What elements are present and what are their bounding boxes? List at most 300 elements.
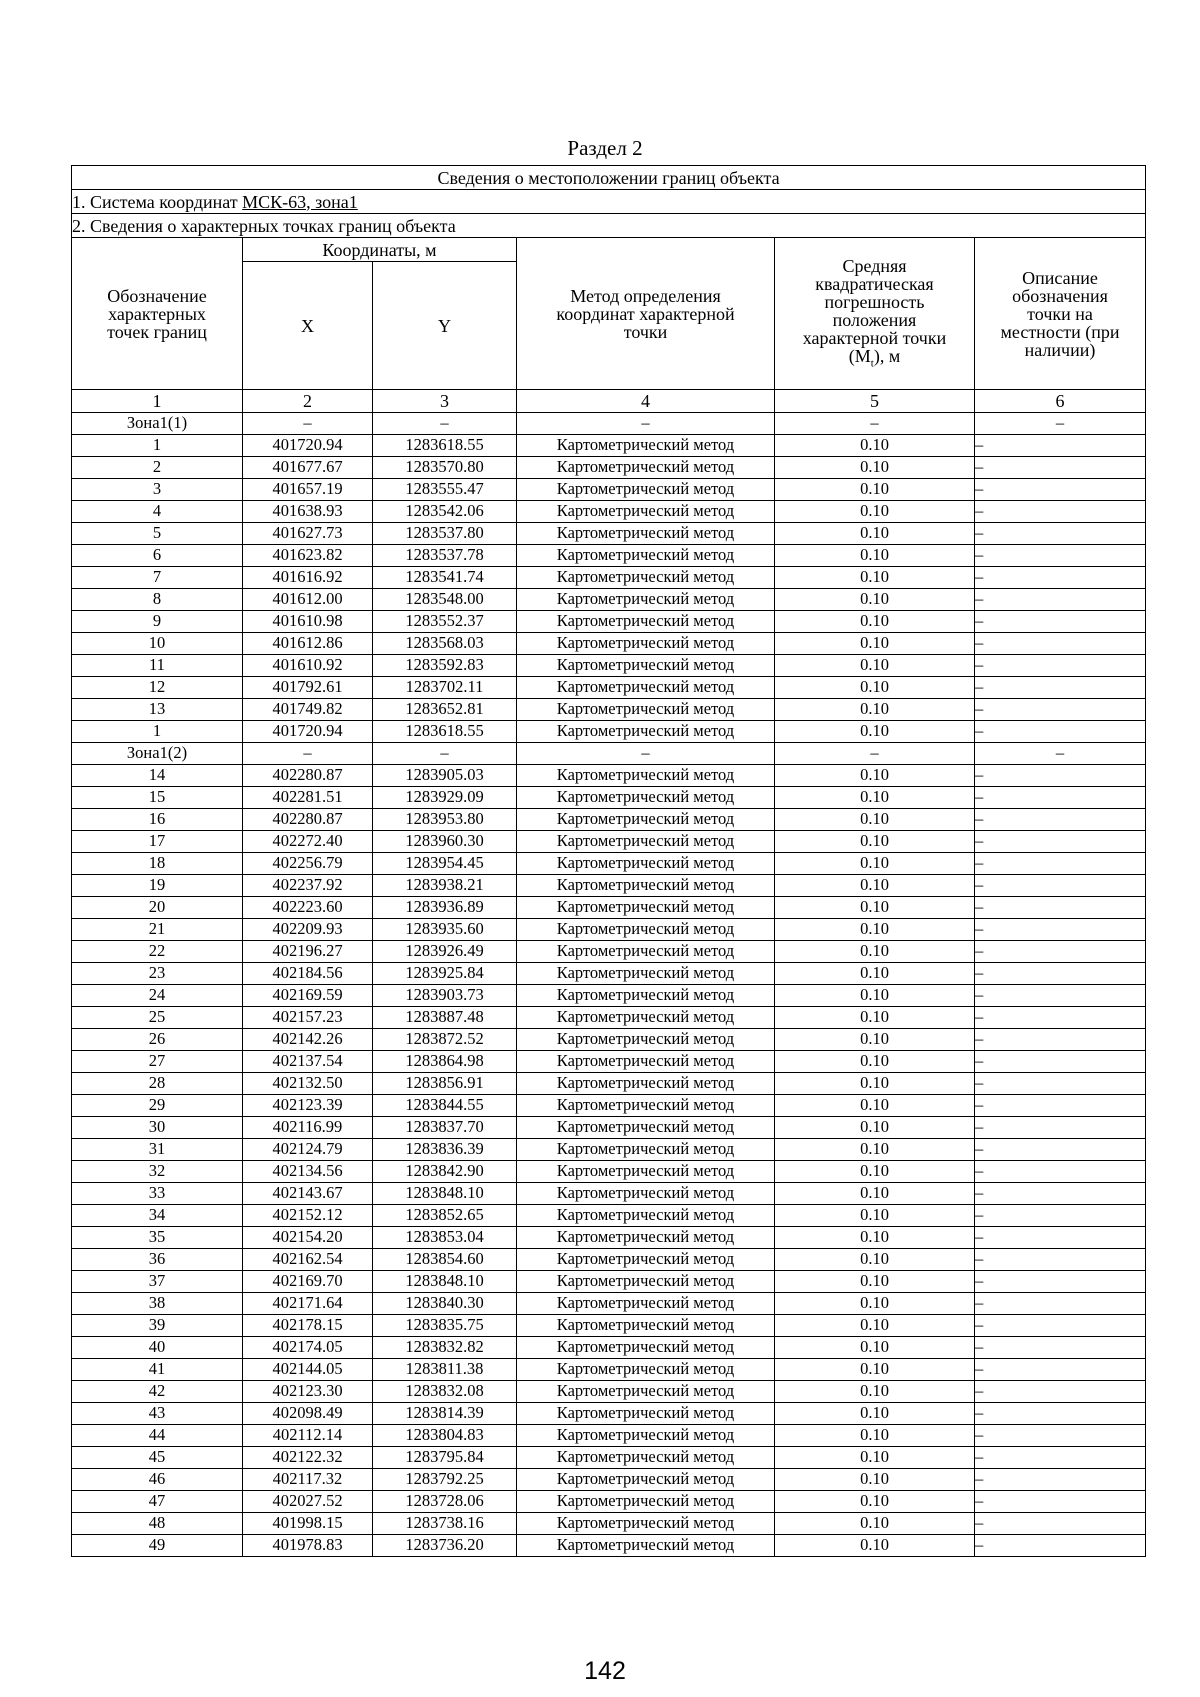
table-row bbox=[72, 1491, 1146, 1513]
y-cell: 1283738.16 bbox=[373, 1513, 517, 1535]
description-cell: – bbox=[975, 1271, 1146, 1293]
error-cell: 0.10 bbox=[775, 1161, 975, 1183]
table-row bbox=[72, 677, 1146, 699]
method-cell: Картометрический метод bbox=[517, 1183, 775, 1205]
x-cell: 402281.51 bbox=[243, 787, 373, 809]
point-id-cell: 45 bbox=[72, 1447, 243, 1469]
error-cell: 0.10 bbox=[775, 875, 975, 897]
table-row bbox=[72, 963, 1146, 985]
method-cell: Картометрический метод bbox=[517, 963, 775, 985]
method-cell: Картометрический метод bbox=[517, 897, 775, 919]
description-cell: – bbox=[975, 963, 1146, 985]
y-cell: 1283652.81 bbox=[373, 699, 517, 721]
point-id-cell: 38 bbox=[72, 1293, 243, 1315]
y-cell: 1283938.21 bbox=[373, 875, 517, 897]
table-row bbox=[72, 941, 1146, 963]
point-id-cell: 30 bbox=[72, 1117, 243, 1139]
point-id-cell: 18 bbox=[72, 853, 243, 875]
y-cell: 1283840.30 bbox=[373, 1293, 517, 1315]
table-row bbox=[72, 611, 1146, 633]
column-number: 5 bbox=[775, 390, 975, 413]
method-cell: Картометрический метод bbox=[517, 1425, 775, 1447]
method-cell: Картометрический метод bbox=[517, 1205, 775, 1227]
x-cell: 401720.94 bbox=[243, 435, 373, 457]
error-cell: 0.10 bbox=[775, 897, 975, 919]
point-id-cell: 25 bbox=[72, 1007, 243, 1029]
error-cell: 0.10 bbox=[775, 1271, 975, 1293]
column-number: 1 bbox=[72, 390, 243, 413]
error-cell: 0.10 bbox=[775, 523, 975, 545]
y-cell: 1283844.55 bbox=[373, 1095, 517, 1117]
point-id-cell: 10 bbox=[72, 633, 243, 655]
description-cell: – bbox=[975, 1491, 1146, 1513]
method-cell: Картометрический метод bbox=[517, 919, 775, 941]
error-cell: 0.10 bbox=[775, 1513, 975, 1535]
coordinate-system-line bbox=[72, 190, 1146, 214]
error-cell: 0.10 bbox=[775, 1183, 975, 1205]
method-cell: – bbox=[517, 413, 775, 435]
x-cell: 401627.73 bbox=[243, 523, 373, 545]
error-cell: 0.10 bbox=[775, 479, 975, 501]
table-row bbox=[72, 501, 1146, 523]
error-cell: 0.10 bbox=[775, 963, 975, 985]
header-coordinates: Координаты, м bbox=[243, 238, 517, 262]
table-row bbox=[72, 655, 1146, 677]
point-id-cell: 13 bbox=[72, 699, 243, 721]
y-cell: 1283537.80 bbox=[373, 523, 517, 545]
y-cell: 1283954.45 bbox=[373, 853, 517, 875]
error-cell: 0.10 bbox=[775, 633, 975, 655]
column-number-row bbox=[72, 390, 1146, 413]
description-cell: – bbox=[975, 1315, 1146, 1337]
description-cell: – bbox=[975, 1425, 1146, 1447]
description-cell: – bbox=[975, 1227, 1146, 1249]
description-cell: – bbox=[975, 1513, 1146, 1535]
table-row bbox=[72, 919, 1146, 941]
description-cell: – bbox=[975, 479, 1146, 501]
point-id-cell: 20 bbox=[72, 897, 243, 919]
zone-row bbox=[72, 743, 1146, 765]
method-cell: Картометрический метод bbox=[517, 1491, 775, 1513]
header-error: Средняя квадратическая погрешность положения характерной точки $(M_t)$, м bbox=[775, 238, 975, 390]
point-id-cell: 6 bbox=[72, 545, 243, 567]
x-cell: 402169.70 bbox=[243, 1271, 373, 1293]
y-cell: 1283728.06 bbox=[373, 1491, 517, 1513]
error-cell: 0.10 bbox=[775, 1293, 975, 1315]
y-cell: 1283953.80 bbox=[373, 809, 517, 831]
description-cell: – bbox=[975, 1029, 1146, 1051]
method-cell: Картометрический метод bbox=[517, 567, 775, 589]
error-cell: 0.10 bbox=[775, 655, 975, 677]
description-cell: – bbox=[975, 457, 1146, 479]
x-cell: 402280.87 bbox=[243, 765, 373, 787]
method-cell: Картометрический метод bbox=[517, 1337, 775, 1359]
error-cell: 0.10 bbox=[775, 787, 975, 809]
point-id-cell: 3 bbox=[72, 479, 243, 501]
y-cell: 1283537.78 bbox=[373, 545, 517, 567]
error-cell: 0.10 bbox=[775, 1249, 975, 1271]
point-id-cell: 31 bbox=[72, 1139, 243, 1161]
point-id-cell: 4 bbox=[72, 501, 243, 523]
description-cell: – bbox=[975, 897, 1146, 919]
method-cell: Картометрический метод bbox=[517, 941, 775, 963]
x-cell: 402132.50 bbox=[243, 1073, 373, 1095]
column-number: 4 bbox=[517, 390, 775, 413]
point-id-cell: 40 bbox=[72, 1337, 243, 1359]
table-row bbox=[72, 875, 1146, 897]
description-cell: – bbox=[975, 1293, 1146, 1315]
y-cell: 1283903.73 bbox=[373, 985, 517, 1007]
table-row bbox=[72, 435, 1146, 457]
header-description: Описание обозначения точки на местности (при наличии) bbox=[975, 238, 1146, 390]
point-id-cell: 15 bbox=[72, 787, 243, 809]
x-cell: 401623.82 bbox=[243, 545, 373, 567]
table-row bbox=[72, 809, 1146, 831]
header-method: Метод определения координат характерной точки bbox=[517, 238, 775, 390]
table-row bbox=[72, 545, 1146, 567]
method-cell: Картометрический метод bbox=[517, 985, 775, 1007]
x-cell: 402144.05 bbox=[243, 1359, 373, 1381]
x-cell: 402143.67 bbox=[243, 1183, 373, 1205]
method-cell: Картометрический метод bbox=[517, 589, 775, 611]
point-id-cell: 22 bbox=[72, 941, 243, 963]
description-cell: – bbox=[975, 589, 1146, 611]
method-cell: Картометрический метод bbox=[517, 1095, 775, 1117]
description-cell: – bbox=[975, 1073, 1146, 1095]
point-id-cell: 29 bbox=[72, 1095, 243, 1117]
method-cell: Картометрический метод bbox=[517, 875, 775, 897]
method-cell: Картометрический метод bbox=[517, 611, 775, 633]
method-cell: Картометрический метод bbox=[517, 457, 775, 479]
x-cell: 402184.56 bbox=[243, 963, 373, 985]
boundary-points-table bbox=[71, 165, 1146, 1557]
table-row bbox=[72, 1535, 1146, 1557]
y-cell: 1283736.20 bbox=[373, 1535, 517, 1557]
error-cell: 0.10 bbox=[775, 765, 975, 787]
y-cell: 1283555.47 bbox=[373, 479, 517, 501]
y-cell: 1283864.98 bbox=[373, 1051, 517, 1073]
error-cell: 0.10 bbox=[775, 589, 975, 611]
y-cell: 1283552.37 bbox=[373, 611, 517, 633]
x-cell: 402223.60 bbox=[243, 897, 373, 919]
header-x: X bbox=[243, 262, 373, 390]
table-row bbox=[72, 853, 1146, 875]
point-id-cell: 23 bbox=[72, 963, 243, 985]
table-row bbox=[72, 1051, 1146, 1073]
description-cell: – bbox=[975, 1337, 1146, 1359]
header-point-designation: Обозначение характерных точек границ bbox=[72, 238, 243, 390]
section-title: Раздел 2 bbox=[567, 136, 643, 160]
x-cell: 401616.92 bbox=[243, 567, 373, 589]
coordinate-system-value: МСК-63, зона1 bbox=[242, 191, 358, 212]
description-cell: – bbox=[975, 413, 1146, 435]
error-cell: 0.10 bbox=[775, 941, 975, 963]
table-row bbox=[72, 1183, 1146, 1205]
method-cell: Картометрический метод bbox=[517, 1161, 775, 1183]
table-row bbox=[72, 523, 1146, 545]
table-row bbox=[72, 1029, 1146, 1051]
y-cell: 1283592.83 bbox=[373, 655, 517, 677]
x-cell: 402209.93 bbox=[243, 919, 373, 941]
y-cell: 1283872.52 bbox=[373, 1029, 517, 1051]
method-cell: Картометрический метод bbox=[517, 765, 775, 787]
y-cell: 1283852.65 bbox=[373, 1205, 517, 1227]
point-id-cell: Зона1(2) bbox=[72, 743, 243, 765]
table-row bbox=[72, 1249, 1146, 1271]
table-row bbox=[72, 1073, 1146, 1095]
method-cell: Картометрический метод bbox=[517, 1139, 775, 1161]
x-cell: 401612.00 bbox=[243, 589, 373, 611]
error-cell: 0.10 bbox=[775, 1139, 975, 1161]
x-cell: 402142.26 bbox=[243, 1029, 373, 1051]
y-cell: 1283848.10 bbox=[373, 1271, 517, 1293]
description-cell: – bbox=[975, 1161, 1146, 1183]
y-cell: 1283905.03 bbox=[373, 765, 517, 787]
point-id-cell: 27 bbox=[72, 1051, 243, 1073]
error-cell: 0.10 bbox=[775, 1359, 975, 1381]
y-cell: 1283848.10 bbox=[373, 1183, 517, 1205]
y-cell: 1283792.25 bbox=[373, 1469, 517, 1491]
x-cell: 402134.56 bbox=[243, 1161, 373, 1183]
y-cell: 1283804.83 bbox=[373, 1425, 517, 1447]
y-cell: 1283926.49 bbox=[373, 941, 517, 963]
method-cell: Картометрический метод bbox=[517, 655, 775, 677]
x-cell: 402122.32 bbox=[243, 1447, 373, 1469]
y-cell: 1283835.75 bbox=[373, 1315, 517, 1337]
point-id-cell: 11 bbox=[72, 655, 243, 677]
method-cell: Картометрический метод bbox=[517, 1293, 775, 1315]
error-cell: 0.10 bbox=[775, 1205, 975, 1227]
error-cell: 0.10 bbox=[775, 545, 975, 567]
table-row bbox=[72, 1205, 1146, 1227]
table-row bbox=[72, 1271, 1146, 1293]
table-row bbox=[72, 633, 1146, 655]
method-cell: Картометрический метод bbox=[517, 1073, 775, 1095]
error-cell: 0.10 bbox=[775, 1315, 975, 1337]
header-y: Y bbox=[373, 262, 517, 390]
method-cell: Картометрический метод bbox=[517, 1513, 775, 1535]
method-cell: Картометрический метод bbox=[517, 1315, 775, 1337]
table-row bbox=[72, 1227, 1146, 1249]
point-id-cell: 17 bbox=[72, 831, 243, 853]
table-row bbox=[72, 589, 1146, 611]
y-cell: 1283814.39 bbox=[373, 1403, 517, 1425]
x-cell: – bbox=[243, 413, 373, 435]
description-cell: – bbox=[975, 853, 1146, 875]
point-id-cell: 8 bbox=[72, 589, 243, 611]
y-cell: 1283541.74 bbox=[373, 567, 517, 589]
table-row bbox=[72, 1469, 1146, 1491]
y-cell: 1283854.60 bbox=[373, 1249, 517, 1271]
x-cell: 401610.98 bbox=[243, 611, 373, 633]
description-cell: – bbox=[975, 1447, 1146, 1469]
method-cell: Картометрический метод bbox=[517, 1051, 775, 1073]
method-cell: Картометрический метод bbox=[517, 523, 775, 545]
point-id-cell: 14 bbox=[72, 765, 243, 787]
y-cell: 1283887.48 bbox=[373, 1007, 517, 1029]
description-cell: – bbox=[975, 1139, 1146, 1161]
point-id-cell: 1 bbox=[72, 435, 243, 457]
error-cell: 0.10 bbox=[775, 435, 975, 457]
method-cell: Картометрический метод bbox=[517, 831, 775, 853]
y-cell: 1283548.00 bbox=[373, 589, 517, 611]
table-row bbox=[72, 831, 1146, 853]
description-cell: – bbox=[975, 787, 1146, 809]
table-row bbox=[72, 1447, 1146, 1469]
x-cell: 402178.15 bbox=[243, 1315, 373, 1337]
table-row bbox=[72, 1425, 1146, 1447]
x-cell: 402027.52 bbox=[243, 1491, 373, 1513]
error-cell: 0.10 bbox=[775, 1029, 975, 1051]
table-title: Сведения о местоположении границ объекта bbox=[72, 166, 1146, 190]
description-cell: – bbox=[975, 1205, 1146, 1227]
table-row bbox=[72, 479, 1146, 501]
point-id-cell: 47 bbox=[72, 1491, 243, 1513]
error-cell: 0.10 bbox=[775, 985, 975, 1007]
table-row bbox=[72, 1337, 1146, 1359]
table-row bbox=[72, 1007, 1146, 1029]
description-cell: – bbox=[975, 611, 1146, 633]
method-cell: – bbox=[517, 743, 775, 765]
description-cell: – bbox=[975, 1117, 1146, 1139]
point-id-cell: 9 bbox=[72, 611, 243, 633]
y-cell: 1283618.55 bbox=[373, 721, 517, 743]
point-id-cell: 19 bbox=[72, 875, 243, 897]
description-cell: – bbox=[975, 809, 1146, 831]
y-cell: 1283842.90 bbox=[373, 1161, 517, 1183]
error-cell: 0.10 bbox=[775, 677, 975, 699]
coordinate-system-label: 1. Система координат bbox=[72, 191, 238, 212]
x-cell: 401978.83 bbox=[243, 1535, 373, 1557]
description-cell: – bbox=[975, 677, 1146, 699]
y-cell: 1283542.06 bbox=[373, 501, 517, 523]
method-cell: Картометрический метод bbox=[517, 633, 775, 655]
method-cell: Картометрический метод bbox=[517, 1469, 775, 1491]
description-cell: – bbox=[975, 831, 1146, 853]
x-cell: 401792.61 bbox=[243, 677, 373, 699]
table-row bbox=[72, 457, 1146, 479]
method-cell: Картометрический метод bbox=[517, 1403, 775, 1425]
description-cell: – bbox=[975, 545, 1146, 567]
description-cell: – bbox=[975, 1095, 1146, 1117]
y-cell: 1283853.04 bbox=[373, 1227, 517, 1249]
point-id-cell: 35 bbox=[72, 1227, 243, 1249]
method-cell: Картометрический метод bbox=[517, 1249, 775, 1271]
error-cell: 0.10 bbox=[775, 1447, 975, 1469]
x-cell: 402162.54 bbox=[243, 1249, 373, 1271]
table-row bbox=[72, 897, 1146, 919]
y-cell: 1283618.55 bbox=[373, 435, 517, 457]
x-cell: 401657.19 bbox=[243, 479, 373, 501]
y-cell: 1283936.89 bbox=[373, 897, 517, 919]
point-id-cell: 24 bbox=[72, 985, 243, 1007]
point-id-cell: 21 bbox=[72, 919, 243, 941]
x-cell: 402174.05 bbox=[243, 1337, 373, 1359]
point-id-cell: 37 bbox=[72, 1271, 243, 1293]
method-cell: Картометрический метод bbox=[517, 809, 775, 831]
method-cell: Картометрический метод bbox=[517, 1271, 775, 1293]
x-cell: 402157.23 bbox=[243, 1007, 373, 1029]
description-cell: – bbox=[975, 699, 1146, 721]
x-cell: 401610.92 bbox=[243, 655, 373, 677]
error-cell: 0.10 bbox=[775, 1535, 975, 1557]
error-cell: 0.10 bbox=[775, 853, 975, 875]
description-cell: – bbox=[975, 941, 1146, 963]
description-cell: – bbox=[975, 501, 1146, 523]
error-cell: – bbox=[775, 743, 975, 765]
point-id-cell: 44 bbox=[72, 1425, 243, 1447]
table-row bbox=[72, 1315, 1146, 1337]
table-row bbox=[72, 985, 1146, 1007]
x-cell: 402112.14 bbox=[243, 1425, 373, 1447]
column-number: 2 bbox=[243, 390, 373, 413]
y-cell: – bbox=[373, 743, 517, 765]
x-cell: 401612.86 bbox=[243, 633, 373, 655]
table-row bbox=[72, 721, 1146, 743]
x-cell: 402280.87 bbox=[243, 809, 373, 831]
x-cell: 402196.27 bbox=[243, 941, 373, 963]
error-cell: 0.10 bbox=[775, 1095, 975, 1117]
point-id-cell: 12 bbox=[72, 677, 243, 699]
method-cell: Картометрический метод bbox=[517, 479, 775, 501]
x-cell: 402171.64 bbox=[243, 1293, 373, 1315]
point-id-cell: 48 bbox=[72, 1513, 243, 1535]
error-cell: 0.10 bbox=[775, 699, 975, 721]
error-cell: 0.10 bbox=[775, 1381, 975, 1403]
method-cell: Картометрический метод bbox=[517, 435, 775, 457]
error-cell: 0.10 bbox=[775, 567, 975, 589]
y-cell: 1283960.30 bbox=[373, 831, 517, 853]
description-cell: – bbox=[975, 567, 1146, 589]
point-id-cell: 28 bbox=[72, 1073, 243, 1095]
error-cell: – bbox=[775, 413, 975, 435]
x-cell: 402123.30 bbox=[243, 1381, 373, 1403]
point-id-cell: 1 bbox=[72, 721, 243, 743]
point-id-cell: 42 bbox=[72, 1381, 243, 1403]
x-cell: 402117.32 bbox=[243, 1469, 373, 1491]
point-id-cell: 5 bbox=[72, 523, 243, 545]
point-id-cell: 26 bbox=[72, 1029, 243, 1051]
description-cell: – bbox=[975, 1249, 1146, 1271]
table-row bbox=[72, 1513, 1146, 1535]
description-cell: – bbox=[975, 655, 1146, 677]
point-id-cell: 2 bbox=[72, 457, 243, 479]
method-cell: Картометрический метод bbox=[517, 787, 775, 809]
error-cell: 0.10 bbox=[775, 1425, 975, 1447]
x-cell: 401677.67 bbox=[243, 457, 373, 479]
y-cell: 1283837.70 bbox=[373, 1117, 517, 1139]
description-cell: – bbox=[975, 1381, 1146, 1403]
error-cell: 0.10 bbox=[775, 1469, 975, 1491]
x-cell: 401720.94 bbox=[243, 721, 373, 743]
description-cell: – bbox=[975, 765, 1146, 787]
y-cell: 1283832.08 bbox=[373, 1381, 517, 1403]
x-cell: 402123.39 bbox=[243, 1095, 373, 1117]
error-cell: 0.10 bbox=[775, 1007, 975, 1029]
method-cell: Картометрический метод bbox=[517, 853, 775, 875]
description-cell: – bbox=[975, 1051, 1146, 1073]
table-row bbox=[72, 1139, 1146, 1161]
error-cell: 0.10 bbox=[775, 1051, 975, 1073]
method-cell: Картометрический метод bbox=[517, 1535, 775, 1557]
description-cell: – bbox=[975, 1007, 1146, 1029]
table-row bbox=[72, 1095, 1146, 1117]
table-row bbox=[72, 699, 1146, 721]
point-id-cell: 41 bbox=[72, 1359, 243, 1381]
point-id-cell: 16 bbox=[72, 809, 243, 831]
table-row bbox=[72, 787, 1146, 809]
error-cell: 0.10 bbox=[775, 457, 975, 479]
